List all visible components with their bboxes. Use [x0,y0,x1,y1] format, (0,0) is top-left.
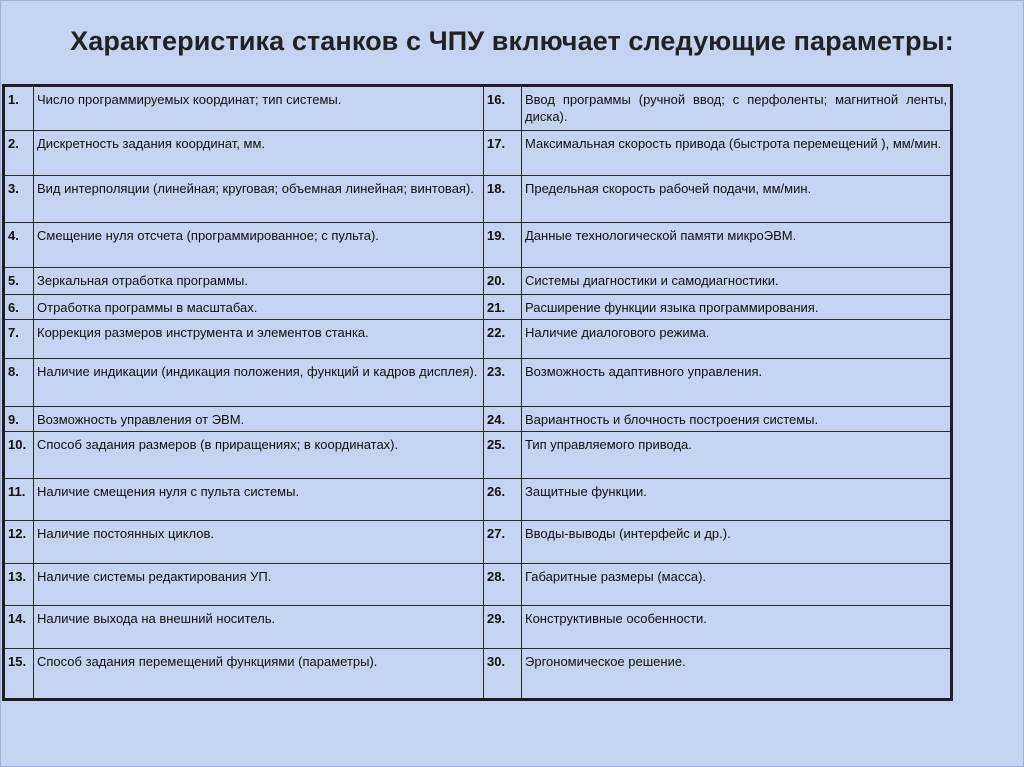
table-row [4,176,952,223]
table-row [4,86,952,131]
parameters-table [2,84,953,701]
item-text: Число программируемых координат; тип системы. [34,86,484,131]
table-row [4,268,952,295]
item-number: 21. [484,295,522,320]
item-number: 8. [4,359,34,407]
item-number: 15. [4,649,34,700]
item-text: Вид интерполяции (линейная; круговая; объемная линейная; винтовая). [34,176,484,223]
table-row [4,407,952,432]
slide-title: Характеристика станков с ЧПУ включает следующие параметры: [70,26,954,56]
table-row [4,359,952,407]
item-text: Системы диагностики и самодиагностики. [522,268,952,295]
item-number: 22. [484,320,522,359]
item-number: 27. [484,521,522,564]
table-row [4,295,952,320]
item-number: 16. [484,86,522,131]
item-number: 23. [484,359,522,407]
item-text: Способ задания перемещений функциями (параметры). [34,649,484,700]
item-text: Наличие смещения нуля с пульта системы. [34,479,484,521]
item-number: 1. [4,86,34,131]
item-text: Возможность адаптивного управления. [522,359,952,407]
item-number: 17. [484,131,522,176]
item-text: Коррекция размеров инструмента и элементов станка. [34,320,484,359]
parameters-table-body [4,86,952,700]
item-text: Вводы-выводы (интерфейс и др.). [522,521,952,564]
item-number: 5. [4,268,34,295]
item-text: Тип управляемого привода. [522,432,952,479]
item-number: 25. [484,432,522,479]
item-number: 7. [4,320,34,359]
item-number: 3. [4,176,34,223]
table-row [4,606,952,649]
item-text: Способ задания размеров (в приращениях; в координатах). [34,432,484,479]
item-text: Эргономическое решение. [522,649,952,700]
item-number: 10. [4,432,34,479]
item-text: Габаритные размеры (масса). [522,564,952,606]
table-row [4,320,952,359]
item-text: Отработка программы в масштабах. [34,295,484,320]
item-number: 9. [4,407,34,432]
table-row [4,521,952,564]
item-number: 24. [484,407,522,432]
item-text: Расширение функции языка программирования. [522,295,952,320]
item-text: Смещение нуля отсчета (программированное; с пульта). [34,223,484,268]
item-text: Наличие выхода на внешний носитель. [34,606,484,649]
item-text: Наличие диалогового режима. [522,320,952,359]
item-number: 30. [484,649,522,700]
item-text: Наличие системы редактирования УП. [34,564,484,606]
item-text: Предельная скорость рабочей подачи, мм/мин. [522,176,952,223]
item-number: 18. [484,176,522,223]
item-text: Конструктивные особенности. [522,606,952,649]
table-row [4,564,952,606]
item-text: Возможность управления от ЭВМ. [34,407,484,432]
item-number: 19. [484,223,522,268]
item-number: 12. [4,521,34,564]
item-number: 20. [484,268,522,295]
item-text: Максимальная скорость привода (быстрота перемещений ), мм/мин. [522,131,952,176]
item-text: Наличие постоянных циклов. [34,521,484,564]
item-number: 28. [484,564,522,606]
table-row [4,223,952,268]
item-text: Дискретность задания координат, мм. [34,131,484,176]
table-row [4,479,952,521]
item-text: Наличие индикации (индикация положения, функций и кадров дисплея). [34,359,484,407]
item-number: 4. [4,223,34,268]
table-row [4,432,952,479]
item-text: Вариантность и блочность построения системы. [522,407,952,432]
item-number: 13. [4,564,34,606]
item-number: 6. [4,295,34,320]
item-text: Зеркальная отработка программы. [34,268,484,295]
item-text: Данные технологической памяти микроЭВМ. [522,223,952,268]
item-number: 2. [4,131,34,176]
table-row [4,649,952,700]
item-number: 14. [4,606,34,649]
item-text: Защитные функции. [522,479,952,521]
item-number: 29. [484,606,522,649]
item-number: 26. [484,479,522,521]
table-row [4,131,952,176]
item-number: 11. [4,479,34,521]
item-text: Ввод программы (ручной ввод; с перфоленты; магнитной ленты, диска). [522,86,952,131]
